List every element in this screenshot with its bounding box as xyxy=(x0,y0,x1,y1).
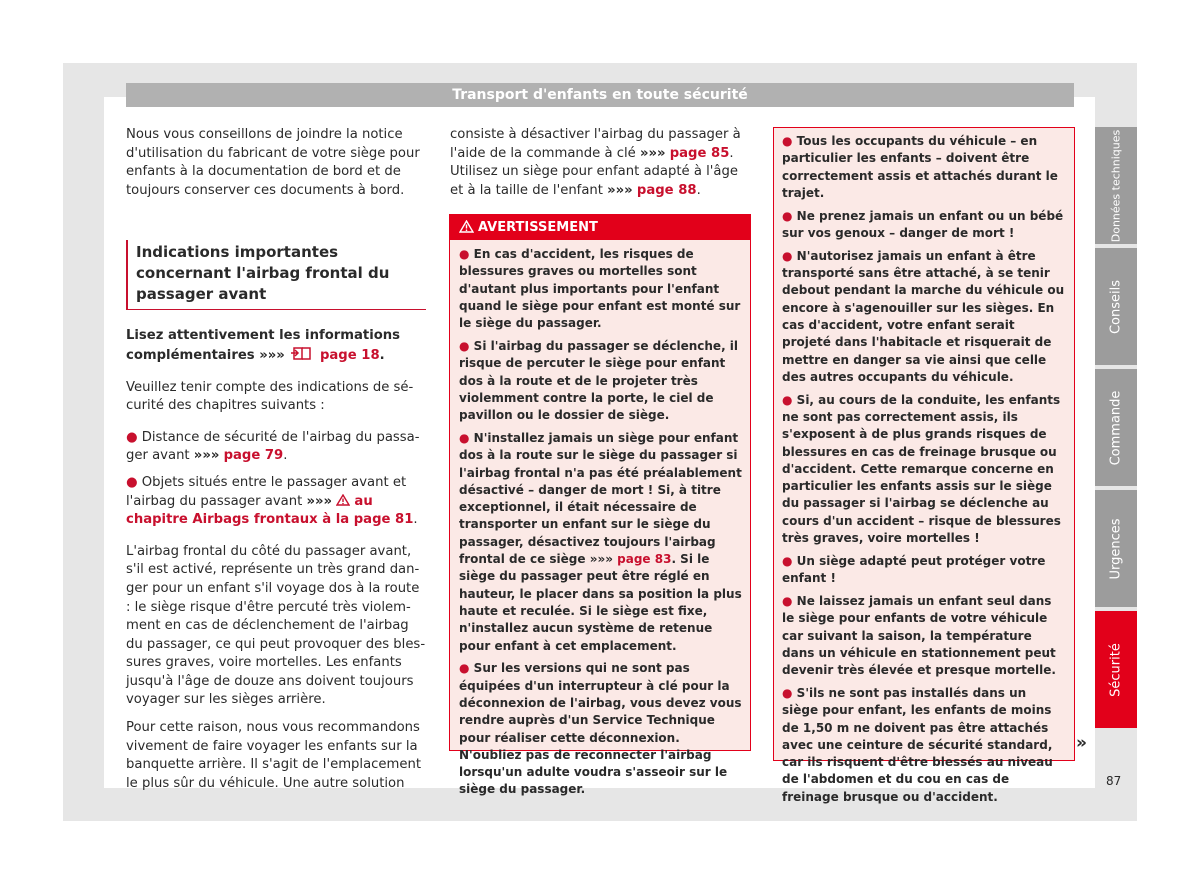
section-heading: Indications importantes concernant l'airbag frontal du passager avant xyxy=(126,240,426,310)
tab-urgences[interactable] xyxy=(1095,490,1137,607)
safety-item-text: Si, au cours de la conduite, les enfants ne sont pas correctement assis, ils s'exposent à de plus grands risques de blessures en cas de freinage brusque ou d'accident. Cette remarque concerne en particulier les enfants assis sur le siège du passager si l'airbag se déclenche au cours d'un accident – risque de blessures très graves, voire mortelles ! xyxy=(782,392,1061,546)
safety-item-text: Ne laissez jamais un enfant seul dans le siège pour enfants de votre véhicule car suivant la saison, la température dans un véhicule en stationnement peut devenir très élevée et presque mortelle. xyxy=(782,593,1056,678)
bullet-text: Distance de sécurité de l'airbag du passager avant xyxy=(126,429,420,464)
tab-commande[interactable] xyxy=(1095,369,1137,486)
link-page-79[interactable]: page 79 xyxy=(223,448,284,464)
bullet-dot: ● xyxy=(782,208,793,223)
tab-conseils[interactable] xyxy=(1095,248,1137,365)
warning-item xyxy=(459,246,742,332)
bullet-dot: ● xyxy=(126,474,138,490)
bullet-dot: ● xyxy=(459,338,470,353)
ref-arrow: »»» xyxy=(639,145,666,161)
column-middle xyxy=(450,126,750,213)
warning-icon xyxy=(336,494,350,506)
safety-item xyxy=(782,553,1066,588)
safety-item xyxy=(782,133,1066,202)
safety-item-text: Un siège adapté peut protéger votre enfant ! xyxy=(782,553,1046,586)
safety-item xyxy=(782,208,1066,243)
warning-item-text: Sur les versions qui ne sont pas équipées d'un interrupteur à clé pour la déconnexion de l'airbag, vous devez vous rendre auprès d'un Service Technique pour réaliser cette déconnexion. N'oubliez pas de reconnecter l'airbag lorsqu'un adulte voudra s'asseoir sur le siège du passager. xyxy=(459,661,742,797)
warning-item xyxy=(459,338,742,424)
continue-mark: » xyxy=(1076,733,1087,753)
link-page-18[interactable]: page 18 xyxy=(319,347,380,363)
bullet-dot: ● xyxy=(459,247,470,261)
warning-title: AVERTISSEMENT xyxy=(478,220,598,235)
intro-paragraph: Nous vous conseillons de joindre la notice d'utilisation du fabricant de votre siège pour enfants à la documentation de bord et de toujours conserver ces documents à bord. xyxy=(126,127,420,198)
bullet-dot: ● xyxy=(782,392,793,407)
bullet-dot: ● xyxy=(459,661,470,676)
tab-donnees-techniques[interactable] xyxy=(1095,127,1137,244)
page-number: 87 xyxy=(1106,774,1122,788)
warning-header xyxy=(450,215,750,240)
continuation-text-b: . Utilisez un siège pour enfant adapté à l'âge et à la taille de l'enfant xyxy=(450,145,738,198)
ref-arrow: »»» xyxy=(306,493,333,509)
safety-item-text: S'ils ne sont pas installés dans un siège pour enfant, les enfants de moins de 1,50 m ne doivent pas être attachés avec une ceinture de sécurité standard, car ils risquent d'être blessés au niveau de l'abdomen et du cou en cas de freinage brusque ou d'accident. xyxy=(782,685,1053,804)
safety-item xyxy=(782,248,1066,386)
chapter-header: Transport d'enfants en toute sécurité xyxy=(126,83,1074,107)
safety-item-text: Tous les occupants du véhicule – en particulier les enfants – doivent être correctement assis et attachés durant le trajet. xyxy=(782,134,1058,200)
tab-label: Sécurité xyxy=(1108,642,1124,697)
lead-paragraph: Lisez attentivement les informations complémentaires »»» page 18. xyxy=(126,328,401,363)
tab-label: Commande xyxy=(1108,390,1124,465)
safety-item xyxy=(782,593,1066,679)
reason-paragraph: Pour cette raison, nous vous recommandons vivement de faire voyager les enfants sur la banquette arrière. Il s'agit de l'emplacement le plus sûr du véhicule. Une autre solution xyxy=(126,720,422,791)
continuation-text-a: consiste à désactiver l'airbag du passager à l'aide de la commande à clé xyxy=(450,127,741,161)
ref-arrow: »»» xyxy=(259,347,285,363)
bullet-dot: ● xyxy=(782,553,793,568)
warning-item xyxy=(459,660,742,798)
warning-item-text: N'installez jamais un siège pour enfant dos à la route sur le siège du passager si l'airbag frontal n'a pas été préalablement désactivé – danger de mort ! Si, à titre exceptionnel, il était nécessaire de transporter un enfant sur le siège du passager, désactivez toujours l'airbag frontal de ce siège xyxy=(459,430,742,567)
warning-item-text: Si l'airbag du passager se déclenche, il risque de percuter le siège pour enfant dos à la route et de le projeter très violemment contre la porte, le ciel de pavillon ou le dossier de siège. xyxy=(459,338,739,423)
tab-securite[interactable] xyxy=(1095,611,1137,728)
warning-item-text: En cas d'accident, les risques de blessures graves ou mortelles sont d'autant plus importants pour l'enfant quand le siège pour enfant est monté sur le siège du passager. xyxy=(459,247,741,331)
lead-text: Lisez attentivement les informations complémentaires xyxy=(126,328,401,363)
ref-arrow: »»» xyxy=(589,552,613,567)
bullet-item: ● Objets situés entre le passager avant et l'airbag du passager avant »»» au chapitre Airbags frontaux à la page 81. xyxy=(126,474,418,528)
tab-label: Données techniques xyxy=(1109,129,1123,242)
bullet-dot: ● xyxy=(459,430,470,445)
ref-arrow: »»» xyxy=(607,182,633,198)
bullet-text: Objets situés entre le passager avant et l'airbag du passager avant xyxy=(126,474,407,509)
ref-arrow: »»» xyxy=(193,448,220,464)
warning-box xyxy=(449,214,751,797)
tab-label: Conseils xyxy=(1108,279,1124,334)
link-page-88[interactable]: page 88 xyxy=(636,182,697,198)
warning-body xyxy=(450,240,750,799)
bullet-dot: ● xyxy=(782,134,793,148)
bullet-item: ● Distance de sécurité de l'airbag du passager avant »»» page 79. xyxy=(126,429,420,464)
safety-item xyxy=(782,685,1066,806)
continuation-paragraph: consiste à désactiver l'airbag du passager à l'aide de la commande à clé »»» page 85. Utilisez un siège pour enfant adapté à l'âge et à la taille de l'enfant »»» page 88. xyxy=(450,127,741,198)
warning-item xyxy=(459,430,742,655)
risk-paragraph: L'airbag frontal du côté du passager avant, s'il est activé, représente un très grand danger pour un enfant s'il voyage dos à la route : le siège risque d'être percuté très violemment en cas de déclenchement de l'airbag du passager, ce qui peut provoquer des blessures graves, voire mortelles. Les enfants jusqu'à l'âge de douze ans doivent toujours voyager sur les sièges arrière. xyxy=(126,543,426,708)
safety-intro-paragraph: Veuillez tenir compte des indications de sécurité des chapitres suivants : xyxy=(126,379,414,414)
bullet-dot: ● xyxy=(782,248,793,263)
warning-icon xyxy=(459,220,474,233)
tab-label: Urgences xyxy=(1108,517,1124,580)
safety-item-text: Ne prenez jamais un enfant ou un bébé sur vos genoux – danger de mort ! xyxy=(782,208,1064,240)
book-icon xyxy=(289,346,315,361)
column-left xyxy=(126,126,426,806)
bullet-dot: ● xyxy=(782,593,793,608)
link-page-83[interactable]: page 83 xyxy=(617,552,672,567)
bullet-dot: ● xyxy=(782,685,793,700)
safety-item xyxy=(782,392,1066,548)
safety-box xyxy=(773,127,1075,804)
safety-item-text: N'autorisez jamais un enfant à être transporté sans être attaché, à se tenir debout pendant la marche du véhicule ou encore à s'agenouiller sur les sièges. En cas d'accident, votre enfant serait projeté dans l'habitacle et risquerait de mettre en danger sa vie ainsi que celle des autres occupants du véhicule. xyxy=(782,248,1065,384)
link-page-85[interactable]: page 85 xyxy=(669,145,730,161)
link-airbags-frontaux[interactable]: au chapitre Airbags frontaux à la page 81 xyxy=(126,493,414,528)
bullet-dot: ● xyxy=(126,429,138,445)
warning-item-text: . Si le siège du passager peut être réglé en hauteur, le placer dans sa position la plus haute et reculée. Si le siège est fixe, n'installez aucun système de retenue pour enfant à cet emplacement. xyxy=(459,552,742,653)
